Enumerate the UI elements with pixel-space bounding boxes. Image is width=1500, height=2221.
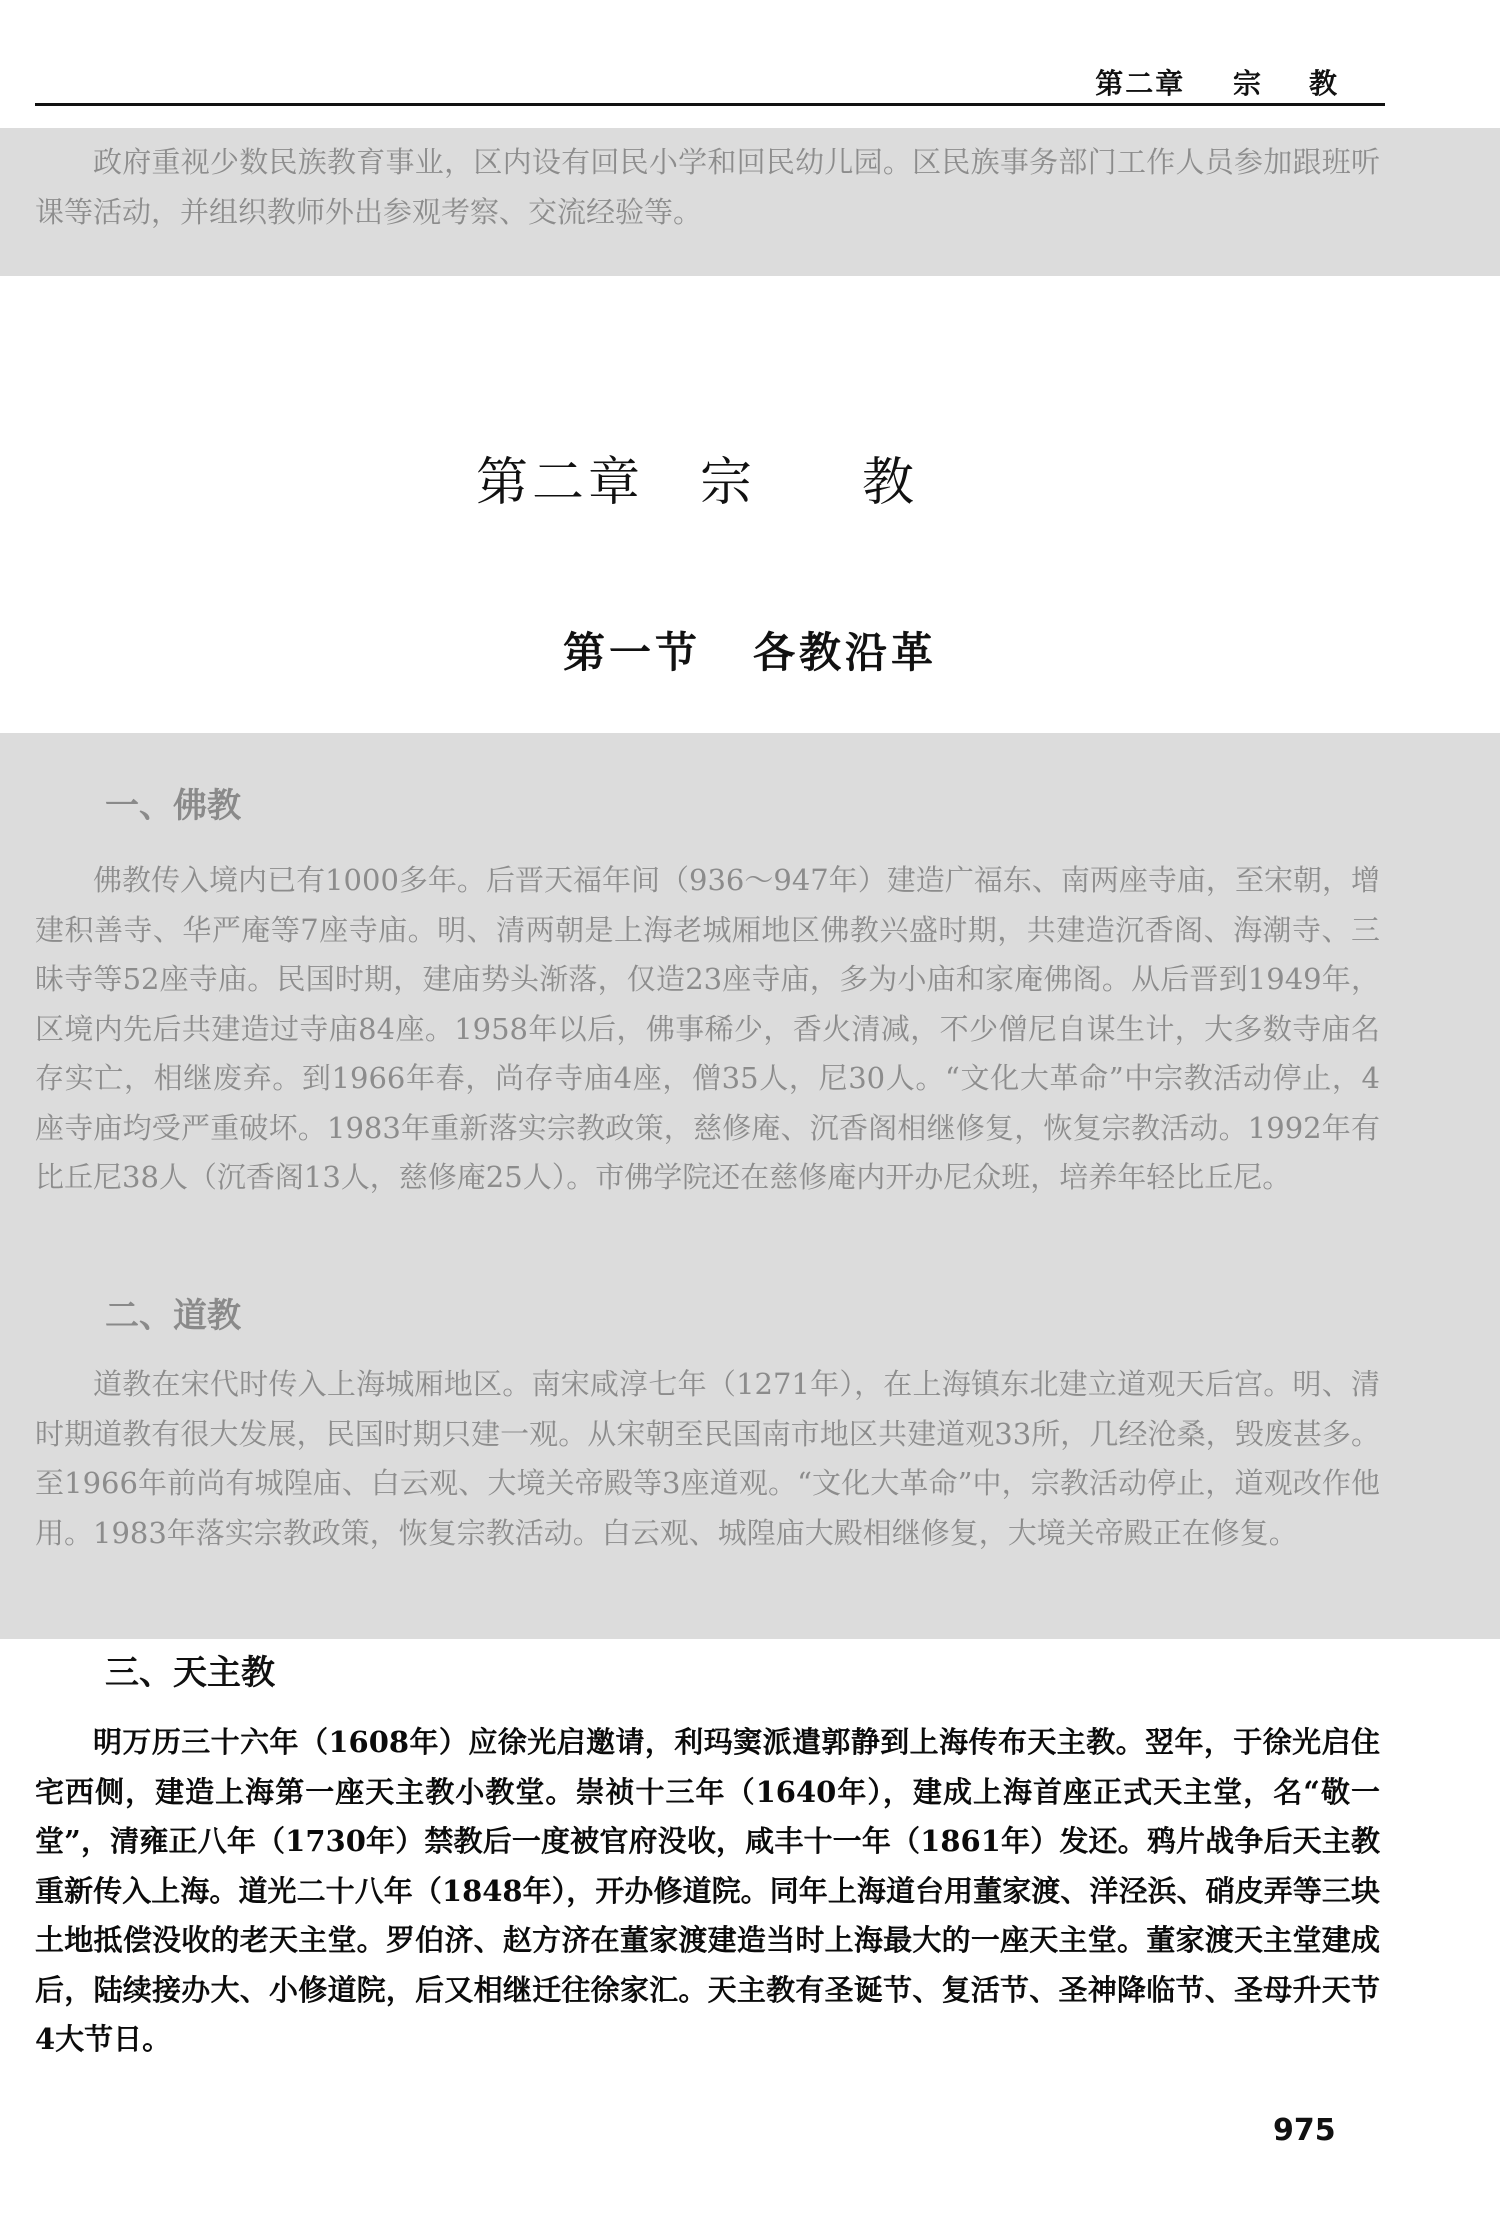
page-number: 975 xyxy=(1273,2113,1336,2148)
section-title xyxy=(0,620,1500,680)
section-body-buddhism: 佛教传入境内已有1000多年。后晋天福年间（936～947年）建造广福东、南两座寺庙，至宋朝，增建积善寺、华严庵等7座寺庙。明、清两朝是上海老城厢地区佛教兴盛时期，共建造沉香阁、海潮寺、三昧寺等52座寺庙。民国时期，建庙势头渐落，仅造23座寺庙，多为小庙和家庵佛阁。从后晋到1949年，区境内先后共建造过寺庙84座。1958年以后，佛事稀少，香火清减，不少僧尼自谋生计，大多数寺庙名存实亡，相继废弃。到1966年春，尚存寺庙4座，僧35人，尼30人。“文化大革命”中宗教活动停止，4座寺庙均受严重破坏。1983年重新落实宗教政策，慈修庵、沉香阁相继修复，恢复宗教活动。1992年有比丘尼38人（沉香阁13人，慈修庵25人）。市佛学院还在慈修庵内开办尼众班，培养年轻比丘尼。 xyxy=(35,863,1380,1194)
intro-paragraph: 政府重视少数民族教育事业，区内设有回民小学和回民幼儿园。区民族事务部门工作人员参加跟班听课等活动，并组织教师外出参观考察、交流经验等。 xyxy=(35,145,1380,229)
section-heading-catholicism: 三、天主教 xyxy=(105,1653,275,1693)
running-header-subject: 宗教 xyxy=(1232,67,1385,100)
running-header-chapter: 第二章 xyxy=(1095,67,1186,100)
section-heading-buddhism: 一、佛教 xyxy=(105,786,241,826)
chapter-title-subject: 宗教 xyxy=(700,453,1025,513)
section-body-catholicism: 明万历三十六年（1608年）应徐光启邀请，利玛窦派遣郭静到上海传布天主教。翌年，于徐光启住宅西侧，建造上海第一座天主教小教堂。崇祯十三年（1640年），建成上海首座正式天主堂，名“敬一堂”，清雍正八年（1730年）禁教后一度被官府没收，咸丰十一年（1861年）发还。鸦片战争后天主教重新传入上海。道光二十八年（1848年），开办修道院。同年上海道台用董家渡、洋泾浜、硝皮弄等三块土地抵偿没收的老天主堂。罗伯济、赵方济在董家渡建造当时上海最大的一座天主堂。董家渡天主堂建成后，陆续接办大、小修道院，后又相继迁往徐家汇。天主教有圣诞节、复活节、圣神降临节、圣母升天节4大节日。 xyxy=(35,1725,1380,2056)
section-title-name: 各教沿革 xyxy=(753,628,938,677)
running-header xyxy=(1095,62,1385,102)
header-rule xyxy=(35,103,1385,106)
chapter-title xyxy=(0,440,1500,515)
section-heading-taoism: 二、道教 xyxy=(105,1296,241,1336)
section-title-number: 第一节 xyxy=(562,628,701,677)
chapter-title-number: 第二章 xyxy=(475,453,644,513)
section-body-taoism: 道教在宋代时传入上海城厢地区。南宋咸淳七年（1271年），在上海镇东北建立道观天后宫。明、清时期道教有很大发展，民国时期只建一观。从宋朝至民国南市地区共建道观33所，几经沧桑，毁废甚多。至1966年前尚有城隍庙、白云观、大境关帝殿等3座道观。“文化大革命”中，宗教活动停止，道观改作他用。1983年落实宗教政策，恢复宗教活动。白云观、城隍庙大殿相继修复，大境关帝殿正在修复。 xyxy=(35,1367,1380,1550)
